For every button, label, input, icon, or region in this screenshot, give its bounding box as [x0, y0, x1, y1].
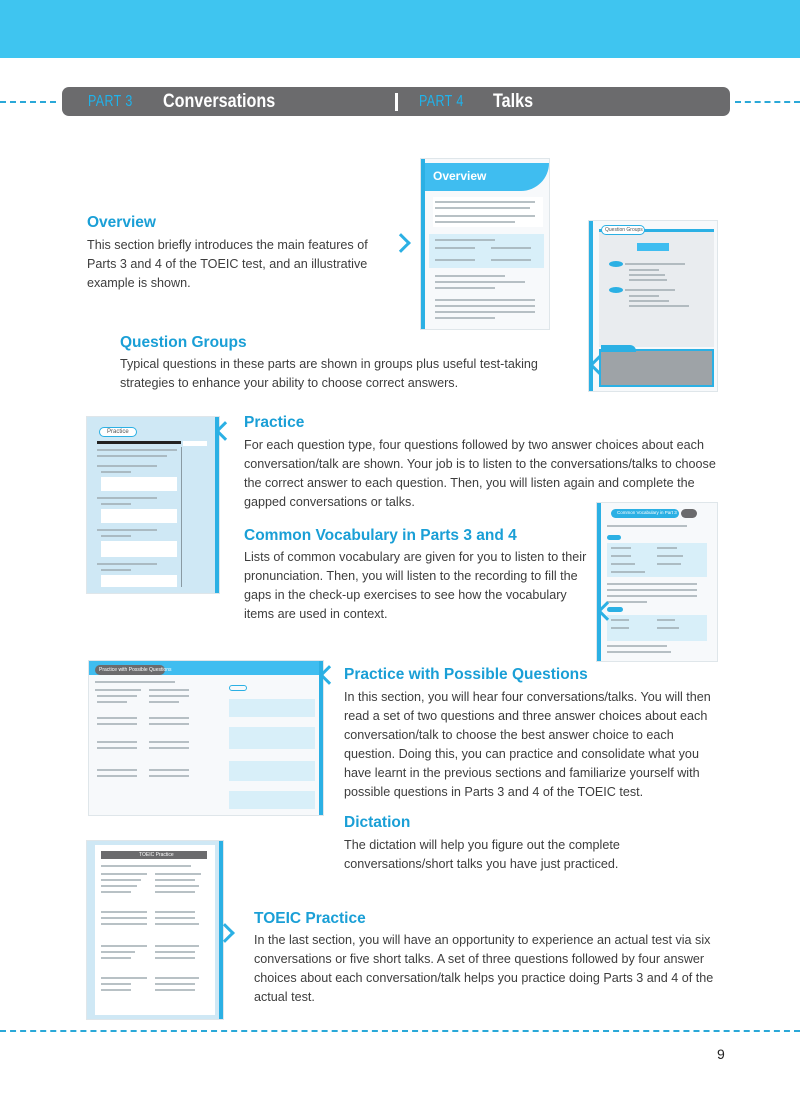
part4-title: Talks — [493, 90, 534, 112]
top-color-band — [0, 0, 800, 58]
section-title-practice: Practice — [244, 414, 305, 431]
section-title-question-groups: Question Groups — [120, 334, 247, 351]
header-separator — [395, 93, 398, 111]
header-dash-left — [0, 101, 56, 103]
practice-thumb-label: Practice — [107, 429, 129, 435]
overview-pointer-icon — [391, 233, 411, 253]
practice-page-thumbnail — [86, 416, 220, 594]
section-title-common-vocabulary: Common Vocabulary in Parts 3 and 4 — [244, 527, 517, 544]
section-body-question-groups: Typical questions in these parts are shown in groups plus useful test-taking strategies to enhance your ability to choose correct answers. — [120, 357, 538, 390]
section-body-toeic-practice: In the last section, you will have an opportunity to experience an actual test via six conversations or five short talks. A set of three questions followed by four answer choices about each conversation/talk helps you practice doing Parts 3 and 4 of the actual test. — [254, 933, 714, 1004]
section-title-dictation: Dictation — [344, 814, 411, 831]
vocabulary-page-thumbnail — [596, 502, 718, 662]
part3-tag: PART 3 — [88, 92, 133, 110]
question-groups-thumb-label: Question Groups — [605, 227, 643, 233]
section-body-practice: For each question type, four questions followed by two answer choices about each conversation/talk are shown. Your job is to listen to the conversations/talks to choose the correct answer to each question. Then, you will listen again and complete the gapped conversations or talks. — [244, 438, 716, 509]
section-body-dictation: The dictation will help you figure out the complete conversations/short talks you have just practiced. — [344, 838, 620, 871]
possible-questions-page-thumbnail — [88, 660, 324, 816]
part3-title: Conversations — [163, 90, 276, 112]
overview-page-thumbnail — [420, 158, 550, 330]
vocabulary-thumb-label: Common Vocabulary in Part 3 — [617, 510, 677, 515]
part-header-bar — [62, 87, 730, 116]
possible-questions-thumb-label: Practice with Possible Questions — [99, 667, 172, 673]
section-body-overview: This section briefly introduces the main features of Parts 3 and 4 of the TOEIC test, and an illustrative example is shown. — [87, 238, 368, 290]
part4-tag: PART 4 — [419, 92, 464, 110]
section-title-toeic-practice: TOEIC Practice — [254, 910, 366, 927]
section-body-common-vocabulary: Lists of common vocabulary are given for you to listen to their pronunciation. Then, you will listen to the recording to fill the gaps in the check-up exercises to see how the vocabulary items are used in context. — [244, 550, 587, 621]
overview-thumb-label: Overview — [433, 169, 487, 183]
toeic-practice-thumb-label: TOEIC Practice — [139, 852, 174, 858]
section-body-possible-questions: In this section, you will hear four conversations/talks. You will then read a set of two questions and three answer choices about each conversation/talk to choose the best answer choice to each question. Doing this, you can practice and consolidate what you have learnt in the previous sections and familiarize yourself with possible questions in Parts 3 and 4 of the TOEIC test. — [344, 690, 711, 799]
section-title-possible-questions: Practice with Possible Questions — [344, 666, 588, 683]
section-title-overview: Overview — [87, 214, 156, 231]
footer-dash-line — [0, 1030, 800, 1032]
toeic-practice-page-thumbnail — [86, 840, 224, 1020]
header-dash-right — [735, 101, 800, 103]
page-number: 9 — [717, 1046, 725, 1062]
